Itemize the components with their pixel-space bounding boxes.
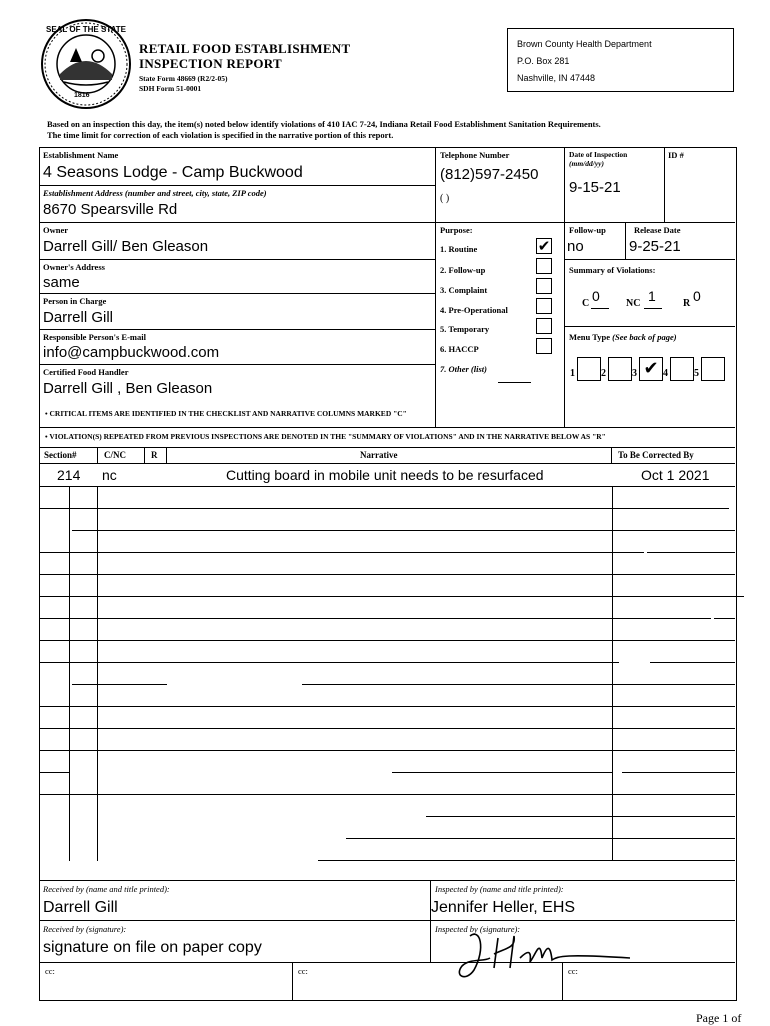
email-field[interactable]: info@campbuckwood.com: [43, 344, 220, 361]
menu-type-options: [567, 357, 732, 383]
purpose-followup-label: 2. Follow-up: [440, 265, 486, 275]
purpose-temporary-label: 5. Temporary: [440, 324, 490, 334]
followup-label: Follow-up: [569, 225, 606, 235]
menu-type-note: (See back of page): [612, 332, 677, 342]
agency-city: Nashville, IN 47448: [517, 73, 596, 83]
col-corrected-header: To Be Corrected By: [618, 450, 694, 460]
purpose-followup-checkbox[interactable]: [536, 258, 552, 274]
menu-type-1-label: 1: [570, 368, 575, 379]
r-label: R: [683, 298, 691, 309]
received-name-label: Received by (name and title printed):: [43, 884, 170, 894]
c-count[interactable]: 0: [592, 288, 600, 304]
repeated-note: • VIOLATION(S) REPEATED FROM PREVIOUS INSPECTIONS ARE DENOTED IN THE "SUMMARY OF VIOLATIONS" AND IN THE NARRATIVE BELOW AS "R": [45, 432, 606, 441]
svg-text:SEAL OF THE STATE: SEAL OF THE STATE: [45, 25, 127, 34]
purpose-other-label: 7. Other (list): [440, 364, 487, 374]
menu-type-label: [569, 332, 677, 342]
followup-field[interactable]: no: [567, 238, 584, 255]
telephone-blank[interactable]: ( ): [440, 193, 450, 204]
cc-label-3: cc:: [568, 966, 578, 976]
food-handler-field[interactable]: Darrell Gill , Ben Gleason: [43, 380, 213, 397]
establishment-label: Establishment Name: [43, 150, 119, 160]
summary-label: Summary of Violations:: [569, 265, 656, 275]
menu-type-4-box[interactable]: [670, 357, 694, 381]
received-signature-label: Received by (signature):: [43, 924, 127, 934]
row-section: 214: [57, 467, 81, 483]
date-label-line-1: Date of Inspection: [569, 150, 628, 159]
release-label: Release Date: [634, 225, 681, 235]
owner-field[interactable]: Darrell Gill/ Ben Gleason: [43, 238, 209, 255]
person-in-charge-label: Person in Charge: [43, 296, 107, 306]
purpose-complaint-checkbox[interactable]: [536, 278, 552, 294]
state-seal: [40, 18, 132, 110]
r-count[interactable]: 0: [693, 288, 701, 304]
inspected-name-label: Inspected by (name and title printed):: [435, 884, 564, 894]
row-cnc: nc: [102, 467, 117, 483]
id-label: ID #: [668, 150, 684, 160]
purpose-label: Purpose:: [440, 225, 473, 235]
purpose-haccp-label: 6. HACCP: [440, 344, 479, 354]
menu-type-2-box[interactable]: [608, 357, 632, 381]
telephone-label: Telephone Number: [440, 150, 510, 160]
menu-type-5-box[interactable]: [701, 357, 725, 381]
table-row[interactable]: [39, 464, 735, 486]
purpose-routine-checkbox[interactable]: ✔: [537, 237, 551, 255]
row-corrected-by: Oct 1 2021: [641, 467, 710, 483]
signature-icon: [440, 918, 640, 988]
menu-type-2-label: 2: [601, 368, 606, 379]
cc-label-2: cc:: [298, 966, 308, 976]
menu-type-title: Menu Type: [569, 332, 611, 342]
critical-note: • CRITICAL ITEMS ARE IDENTIFIED IN THE CHECKLIST AND NARRATIVE COLUMNS MARKED "C": [45, 409, 407, 418]
address-label: Establishment Address (number and street, city, state, ZIP code): [43, 188, 267, 198]
form-line-2: SDH Form 51-0001: [139, 84, 202, 93]
received-name-field[interactable]: Darrell Gill: [43, 899, 118, 916]
person-in-charge-field[interactable]: Darrell Gill: [43, 309, 114, 326]
date-label-line-2: (mm/dd/yy): [569, 159, 604, 168]
purpose-preop-checkbox[interactable]: [536, 298, 552, 314]
title-line-2: INSPECTION REPORT: [139, 56, 282, 71]
inspected-signature-label: Inspected by (signature):: [435, 924, 521, 934]
intro-line-1: Based on an inspection this day, the item(s) noted below identify violations of 410 IAC 7-24, Indiana Retail Food Establishment Sanitation Requirements.: [47, 119, 601, 129]
menu-type-4-label: 4: [663, 368, 668, 379]
owner-address-field[interactable]: same: [43, 274, 80, 291]
nc-count[interactable]: 1: [648, 288, 656, 304]
inspected-name-field[interactable]: Jennifer Heller, EHS: [431, 899, 576, 916]
col-r-header: R: [151, 450, 158, 460]
title-line-1: RETAIL FOOD ESTABLISHMENT: [139, 41, 351, 56]
inspection-date-field[interactable]: 9-15-21: [569, 179, 621, 196]
menu-type-1-box[interactable]: [577, 357, 601, 381]
menu-type-3-label: 3: [632, 368, 637, 379]
summary-counts: [582, 288, 732, 316]
purpose-complaint-label: 3. Complaint: [440, 285, 488, 295]
form-line-1: State Form 48669 (R2/2-05): [139, 74, 228, 83]
received-signature-field[interactable]: signature on file on paper copy: [43, 939, 262, 956]
intro-text: [47, 119, 601, 141]
agency-box-address: P.O. Box 281: [517, 56, 570, 66]
nc-label: NC: [626, 298, 641, 309]
col-narrative-header: Narrative: [360, 450, 398, 460]
purpose-haccp-checkbox[interactable]: [536, 338, 552, 354]
purpose-routine-label: 1. Routine: [440, 244, 478, 254]
telephone-field[interactable]: (812)597-2450: [440, 166, 539, 183]
c-label: C: [582, 298, 590, 309]
row-narrative: Cutting board in mobile unit needs to be resurfaced: [226, 467, 544, 483]
col-section-header: Section#: [44, 450, 77, 460]
menu-type-5-label: 5: [694, 368, 699, 379]
owner-address-label: Owner's Address: [43, 262, 105, 272]
page-number: Page 1 of: [696, 1011, 742, 1025]
col-cnc-header: C/NC: [104, 450, 126, 460]
intro-line-2: The time limit for correction of each violation is specified in the narrative portion of this report.: [47, 130, 394, 140]
purpose-temporary-checkbox[interactable]: [536, 318, 552, 334]
agency-name: Brown County Health Department: [517, 39, 652, 49]
email-label: Responsible Person's E-mail: [43, 332, 146, 342]
form-number: [139, 74, 228, 94]
address-field[interactable]: 8670 Spearsville Rd: [43, 201, 178, 218]
date-label: [569, 150, 627, 168]
purpose-preop-label: 4. Pre-Operational: [440, 305, 508, 315]
inspector-signature: [440, 918, 640, 988]
report-title: [139, 41, 350, 71]
establishment-name-field[interactable]: 4 Seasons Lodge - Camp Buckwood: [43, 164, 303, 181]
owner-label: Owner: [43, 225, 69, 235]
seal-year: 1816: [74, 92, 90, 99]
menu-type-3-box[interactable]: ✔: [639, 357, 663, 381]
agency-box: [507, 28, 734, 92]
release-date-field[interactable]: 9-25-21: [629, 238, 681, 255]
food-handler-label: Certified Food Handler: [43, 367, 129, 377]
cc-label-1: cc:: [45, 966, 55, 976]
